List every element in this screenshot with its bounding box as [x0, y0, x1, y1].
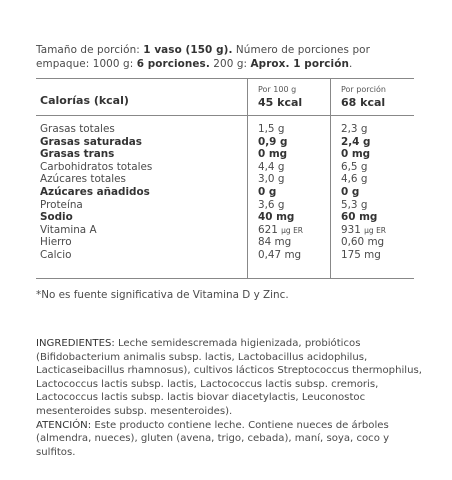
nutrient-row-total-fat [36, 123, 414, 136]
nutrient-row-protein [36, 199, 414, 212]
value-number: 931 [341, 223, 361, 236]
ingredients-text: Leche semidescremada higienizada, probióticos (Bifidobacterium animalis subsp. lactis, Lactobacillus acidophilus, Lacticaseibacillus rhamnosus), cultivos lácticos Streptococcus thermophilus, Lactococcus lactis subsp. lactis, Lactococcus lactis subsp. cremoris, Lactococcus lactis subsp. lactis biovar diacetylactis, Leuconostoc mesenteroides subsp. mesenteroides). [36, 338, 422, 417]
value-per-serving: 60 mg [341, 211, 378, 224]
servings-label: Número de porciones por [232, 44, 370, 56]
value-per-100g: 4,4 g [258, 160, 285, 173]
value-per-100g: 40 mg [258, 211, 295, 224]
package-1000-label: empaque: 1000 g: [36, 58, 137, 70]
value-per-serving: 6,5 g [341, 160, 368, 173]
nutrient-name: Vitamina A [40, 223, 97, 236]
nutrient-name: Azúcares totales [40, 173, 126, 186]
footnote: *No es fuente significativa de Vitamina D y Zinc. [36, 289, 289, 301]
value-per-100g: 0 mg [258, 148, 288, 161]
package-200-servings: Aprox. 1 porción [250, 58, 349, 70]
nutrient-name: Sodio [40, 211, 73, 224]
value-per-100g [258, 224, 303, 238]
calories-per-serving: 68 kcal [341, 96, 386, 109]
nutrient-row-saturated-fat [36, 136, 414, 149]
value-per-serving: 0 g [341, 186, 360, 198]
value-per-100g: 84 mg [258, 236, 292, 249]
nutrient-name: Hierro [40, 236, 72, 249]
value-number: 621 [258, 223, 278, 236]
value-per-100g: 0,9 g [258, 135, 288, 148]
value-per-100g: 0 g [258, 186, 277, 198]
nutrient-name: Proteína [40, 198, 83, 211]
value-per-100g: 0,47 mg [258, 249, 302, 261]
value-per-serving: 4,6 g [341, 173, 368, 186]
nutrient-row-iron [36, 236, 414, 249]
nutrient-name: Grasas totales [40, 123, 115, 135]
value-per-serving [341, 224, 386, 238]
package-1000-servings: 6 porciones. [136, 58, 210, 70]
ingredients-label: INGREDIENTES: [36, 338, 115, 349]
value-per-serving: 0,60 mg [341, 236, 385, 249]
nutrition-table [36, 78, 414, 279]
nutrient-row-vitamin-a [36, 224, 414, 237]
nutrient-name: Grasas saturadas [40, 135, 142, 148]
value-unit: µg ER [364, 225, 387, 235]
package-200-label: 200 g: [209, 58, 251, 70]
nutrient-row-trans-fat [36, 148, 414, 161]
nutrient-row-added-sugars [36, 186, 414, 199]
nutrient-name: Carbohidratos totales [40, 160, 153, 173]
value-per-100g: 3,0 g [258, 173, 285, 186]
serving-info [36, 43, 426, 71]
per-100g-header: Por 100 g [258, 85, 297, 94]
header-divider [36, 115, 414, 116]
nutrient-name: Grasas trans [40, 148, 115, 161]
value-per-100g: 1,5 g [258, 123, 285, 135]
serving-size-value: 1 vaso (150 g). [143, 44, 233, 56]
ingredients-block [36, 337, 426, 459]
nutrient-row-calcium [36, 249, 414, 262]
nutrient-row-carbohydrates [36, 161, 414, 174]
calories-label: Calorías (kcal) [40, 94, 129, 107]
serving-size-label: Tamaño de porción: [36, 44, 144, 56]
nutrient-name: Azúcares añadidos [40, 186, 150, 198]
serving-period: . [348, 58, 353, 70]
value-per-100g: 3,6 g [258, 198, 285, 211]
warning-text: Este producto contiene leche. Contiene nueces de árboles (almendra, nueces), gluten (avena, trigo, cebada), maní, soya, coco y sulfitos. [36, 419, 390, 458]
value-per-serving: 2,4 g [341, 135, 371, 148]
per-serving-header: Por porción [341, 85, 386, 94]
calories-per-100g: 45 kcal [258, 96, 303, 109]
value-per-serving: 2,3 g [341, 123, 368, 135]
warning-label: ATENCIÓN: [36, 419, 92, 431]
value-per-serving: 175 mg [341, 249, 381, 261]
nutrient-row-sodium [36, 211, 414, 224]
value-per-serving: 5,3 g [341, 198, 368, 211]
value-unit: µg ER [281, 225, 304, 235]
value-per-serving: 0 mg [341, 148, 371, 161]
nutrient-row-total-sugars [36, 173, 414, 186]
nutrient-name: Calcio [40, 249, 72, 261]
